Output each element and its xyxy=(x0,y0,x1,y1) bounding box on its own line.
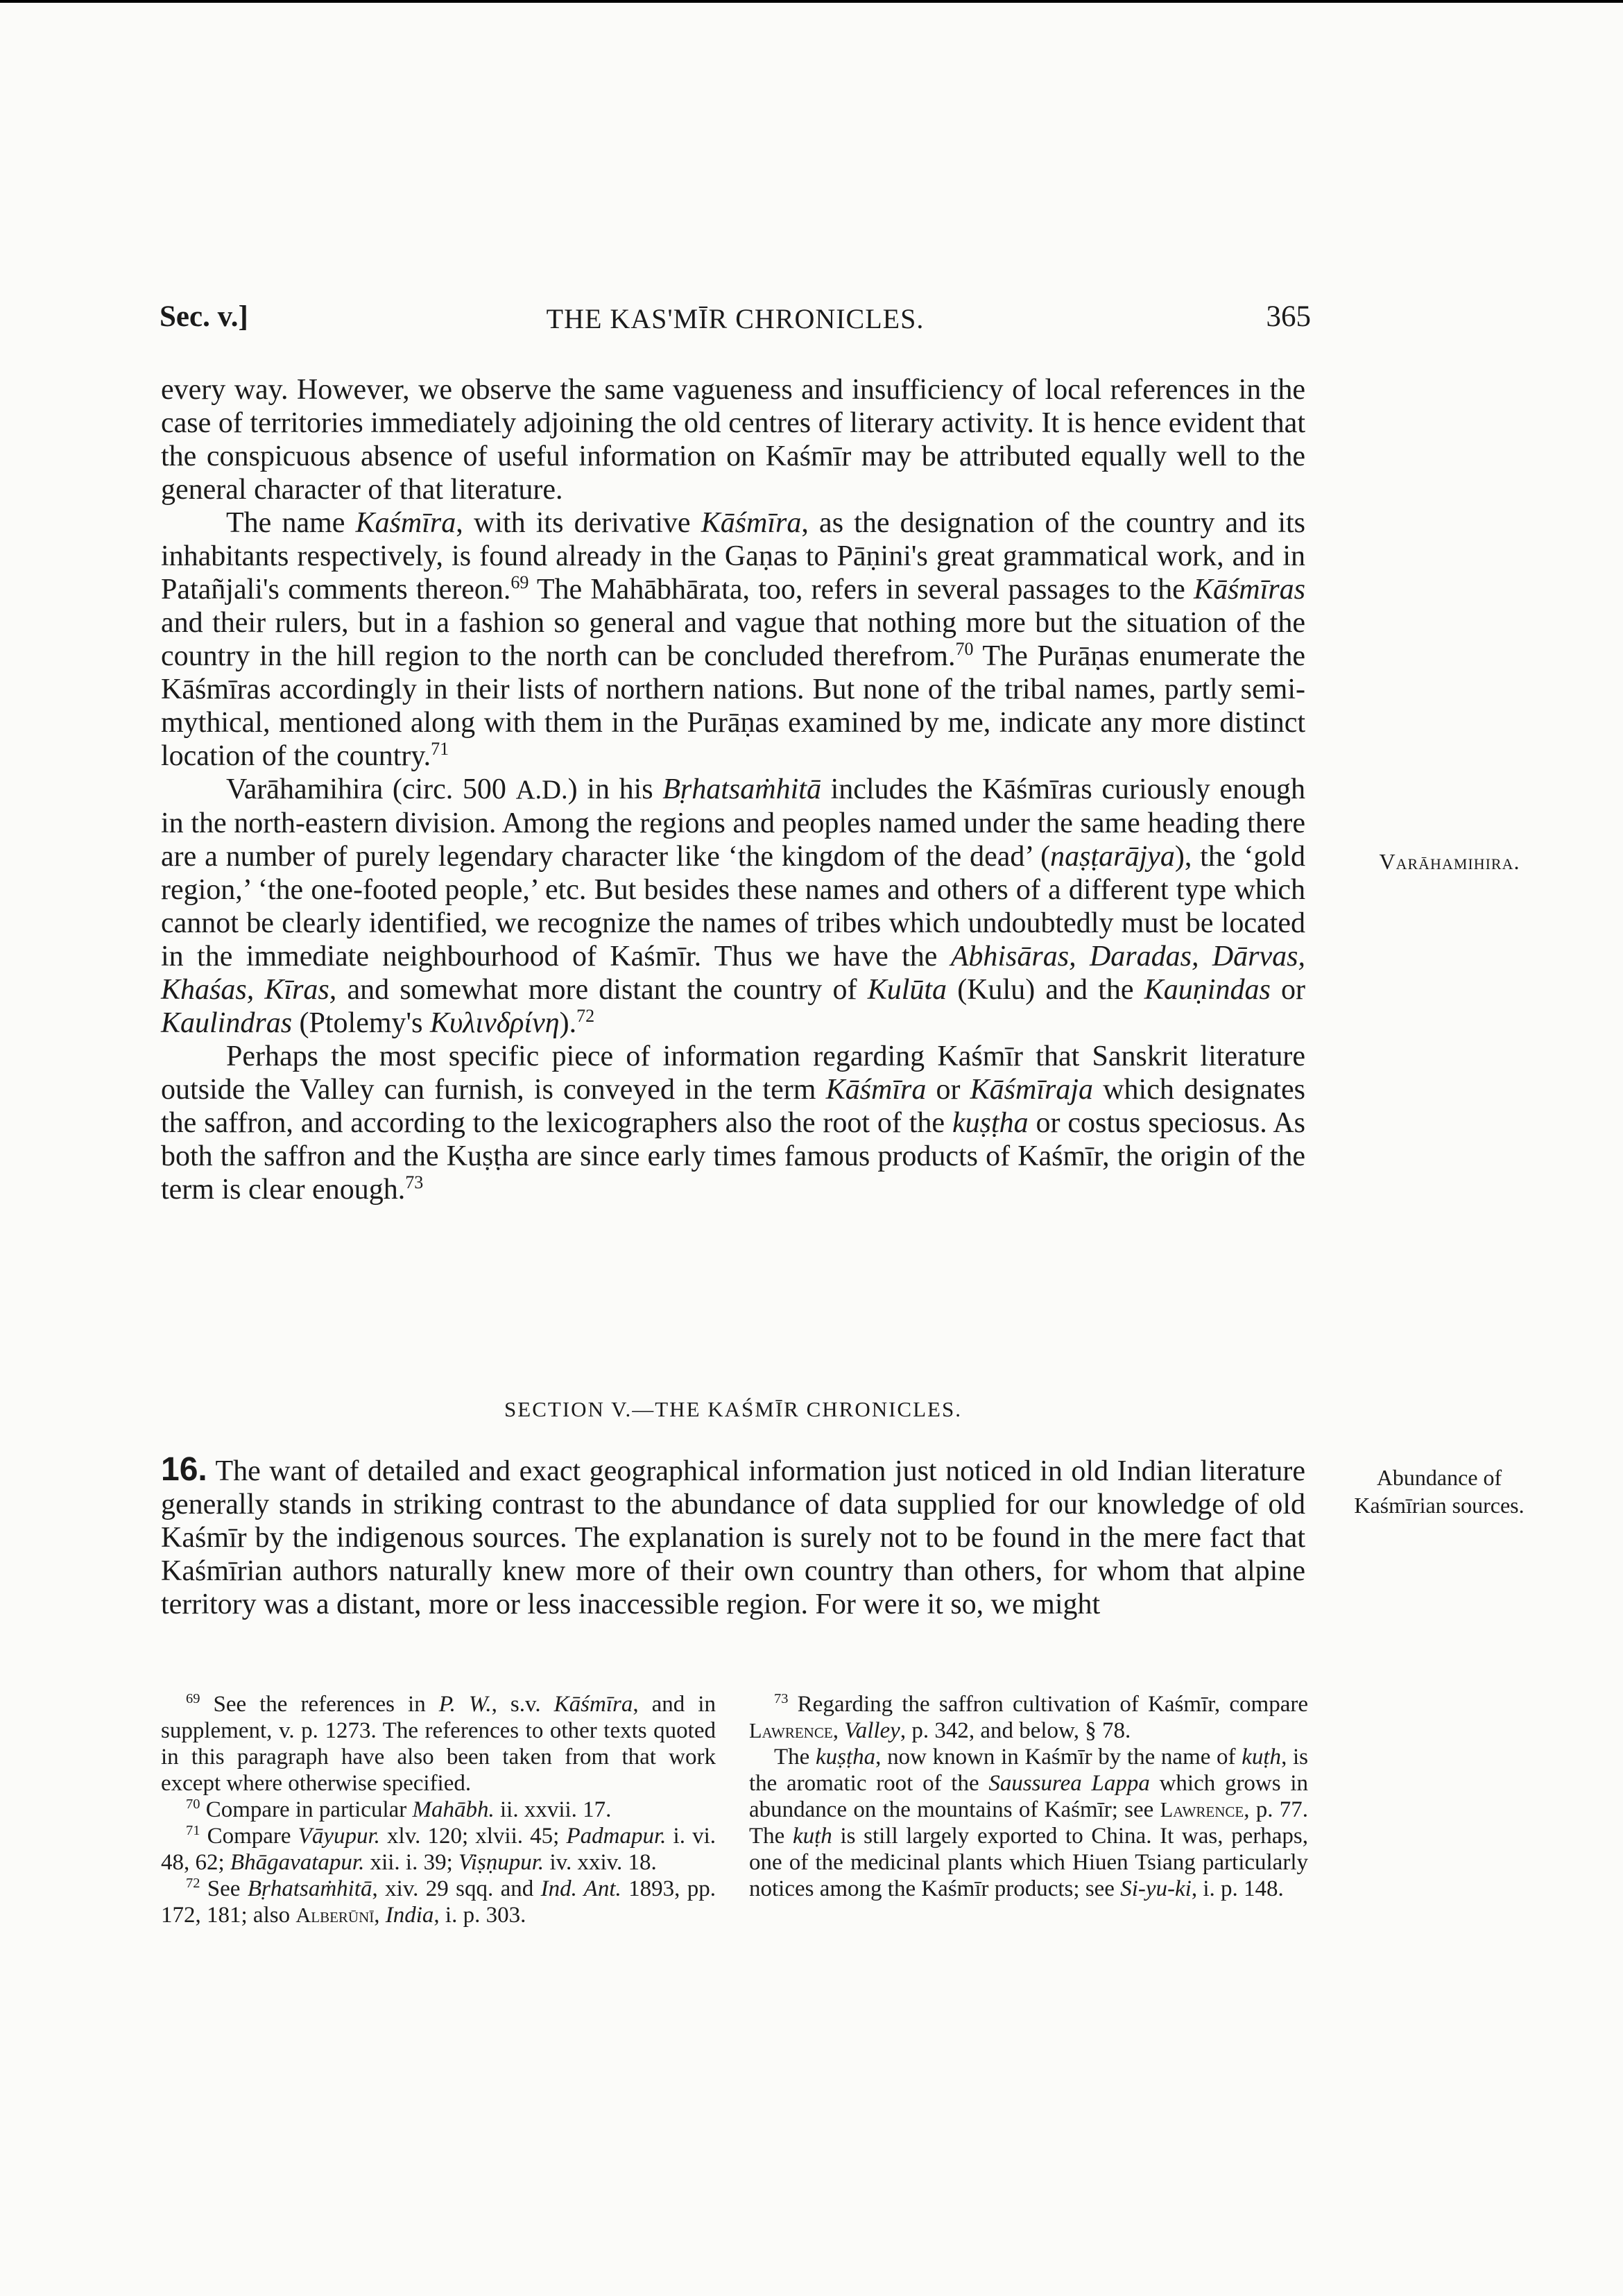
italic-term: Saussurea Lappa xyxy=(988,1771,1150,1796)
italic-term: Kauṇindas xyxy=(1144,974,1271,1006)
italic-term: Padmapur. xyxy=(566,1824,667,1849)
text-run: iv. xxiv. 18. xyxy=(544,1850,657,1875)
paragraph-number: 16. xyxy=(161,1451,207,1488)
text-run: Compare xyxy=(200,1824,298,1849)
text-run: (Kulu) and the xyxy=(947,974,1144,1006)
italic-term: P. W. xyxy=(438,1692,492,1717)
text-run: Regarding the saffron cultivation of Kaśmīr, compare xyxy=(788,1692,1308,1717)
paragraph-2 xyxy=(161,506,1305,773)
footnote-72 xyxy=(161,1876,716,1928)
italic-term: Abhisāras, Daradas, Dārvas, Khaśas, Kīras, xyxy=(161,941,1305,1006)
era-abbrev: A.D. xyxy=(515,776,568,805)
footnote-ref: 70 xyxy=(955,639,974,659)
italic-term: Valley xyxy=(844,1718,900,1743)
text-run: , s.v. xyxy=(491,1692,554,1717)
footnote-number: 70 xyxy=(186,1797,200,1812)
text-run: , and in supplement, v. p. 1273. The references to other texts quoted in this paragraph have also been taken from that work except where otherwise specified. xyxy=(161,1692,716,1796)
italic-term: kuṣṭha xyxy=(815,1745,876,1770)
italic-term: Kāśmīra xyxy=(553,1692,633,1717)
text-run: Perhaps the most specific piece of information regarding Kaśmīr that Sanskrit literature outside the Valley can furnish, is conveyed in the term xyxy=(161,1040,1305,1106)
text-run: , with its derivative xyxy=(456,507,701,539)
text-run: xii. i. 39; xyxy=(364,1850,459,1875)
sidenote-abundance xyxy=(1325,1464,1554,1519)
italic-term: Si-yu-ki xyxy=(1120,1876,1192,1901)
footnotes-right-column xyxy=(749,1691,1308,1902)
footnote-73 xyxy=(749,1691,1308,1744)
italic-term: Kāśmīra xyxy=(825,1074,927,1106)
text-run: The Purāṇas enumerate the Kāśmīras accordingly in their lists of northern nations. But none of the tribal names, partly semi-mythical, mentioned along with them in the Purāṇas examined by me, indicate any more distinct location of the country. xyxy=(161,640,1305,772)
italic-term: Kaulindras xyxy=(161,1007,293,1039)
footnote-ref: 72 xyxy=(576,1006,595,1026)
italic-term: Kāśmīras xyxy=(1193,574,1305,606)
footnote-ref: 73 xyxy=(405,1172,424,1192)
text-run: , p. 77. The xyxy=(749,1797,1309,1849)
paragraph-16 xyxy=(161,1453,1305,1621)
italic-term: Vāyupur. xyxy=(298,1824,380,1849)
page-number: 365 xyxy=(1266,300,1311,333)
sidenote-line: Abundance of xyxy=(1376,1465,1502,1490)
text-run: is still largely exported to China. It was, perhaps, one of the medicinal plants which Hiuen Tsiang particularly notices among the Kaśmīr products; see xyxy=(749,1824,1308,1901)
footnote-69 xyxy=(161,1691,716,1797)
italic-term: Bṛhatsaṁhitā xyxy=(662,773,821,805)
italic-term: India xyxy=(385,1903,434,1928)
footnote-number: 73 xyxy=(774,1691,789,1706)
text-run: See xyxy=(200,1876,248,1901)
italic-term: kuṭh xyxy=(792,1824,832,1849)
footnote-number: 72 xyxy=(186,1876,200,1891)
text-run: or xyxy=(1270,974,1305,1006)
paragraph-3 xyxy=(161,773,1305,1040)
text-run: or costus speciosus. As both the saffron and the Kuṣṭha are since early times famous products of Kaśmīr, the origin of the term is clear enough. xyxy=(161,1107,1305,1206)
text-run: which grows in abundance on the mountains of Kaśmīr; see xyxy=(749,1771,1308,1822)
italic-term: Bhāgavatapur. xyxy=(230,1850,365,1875)
text-run: , xyxy=(832,1718,845,1743)
text-run: and somewhat more distant the country of xyxy=(336,974,868,1006)
footnote-number: 71 xyxy=(186,1823,200,1838)
footnote-ref: 71 xyxy=(431,739,449,759)
section-label: Sec. v.] xyxy=(160,300,248,333)
text-run: Compare in particular xyxy=(200,1797,413,1822)
italic-term: kuṭh xyxy=(1242,1745,1282,1770)
text-run: The name xyxy=(226,507,356,539)
text-run: ), the ‘gold region,’ ‘the one-footed people,’ etc. But besides these names and others of a different type which cannot be clearly identified, we recognize the names of tribes which undoubtedly must be located in the immediate neighbourhood of Kaśmīr. Thus we have the xyxy=(161,841,1305,973)
italic-term: Kaśmīra xyxy=(355,507,456,539)
text-run: ) in his xyxy=(567,773,663,805)
text-run: , p. 342, and below, § 78. xyxy=(900,1718,1131,1743)
italic-term: kuṣṭha xyxy=(952,1107,1029,1139)
italic-term: Kāśmīra xyxy=(701,507,802,539)
page-top-border xyxy=(0,0,1623,3)
paragraph-4 xyxy=(161,1040,1305,1206)
italic-term: Viṣṇupur. xyxy=(458,1850,544,1875)
sidenote-line: Kaśmīrian sources. xyxy=(1354,1493,1525,1518)
text-run: , as the designation of the country and its inhabitants respectively, is found already in the Gaṇas to Pāṇini's great grammatical work, and in Patañjali's comments thereon. xyxy=(161,507,1305,606)
text-run: , now known in Kaśmīr by the name of xyxy=(875,1745,1242,1770)
italic-term: Mahābh. xyxy=(412,1797,495,1822)
footnote-70 xyxy=(161,1797,716,1823)
author-name: Lawrence xyxy=(1160,1798,1244,1822)
text-run: , is the aromatic root of the xyxy=(749,1745,1308,1796)
text-run: , i. p. 148. xyxy=(1191,1876,1284,1901)
running-title: THE KAS'MĪR CHRONICLES. xyxy=(546,303,925,334)
text-run: and their rulers, but in a fashion so general and vague that nothing more but the situation of the country in the hill region to the north can be concluded therefrom. xyxy=(161,607,1305,672)
main-text xyxy=(161,373,1305,1206)
italic-term: Ind. Ant. xyxy=(540,1876,621,1901)
section-heading: SECTION V.—THE KAŚMĪR CHRONICLES. xyxy=(504,1397,962,1421)
text-run: xlv. 120; xlvii. 45; xyxy=(379,1824,567,1849)
text-run: (Ptolemy's xyxy=(292,1007,430,1039)
text-run: The xyxy=(774,1745,816,1770)
author-name: Lawrence xyxy=(749,1719,833,1742)
italic-term: naṣṭarājya xyxy=(1050,841,1175,873)
footnote-ref: 69 xyxy=(510,572,529,592)
text-run: includes the Kāśmīras curiously enough in the north-eastern division. Among the regions and peoples named under the same heading there are a number of purely legendary character like ‘the kingdom of the dead’ ( xyxy=(161,773,1305,873)
text-run: See the references in xyxy=(200,1692,439,1717)
text-run: Varāhamihira (circ. 500 xyxy=(226,773,516,805)
paragraph-16-text: The want of detailed and exact geographical information just noticed in old Indian literature generally stands in striking contrast to the abundance of data supplied for our knowledge of old Kaśmīr by the indigenous sources. The explanation is surely not to be found in the mere fact that Kaśmīrian authors naturally knew more of their own country than others, for whom that alpine territory was a distant, more or less inaccessible region. For were it so, we might xyxy=(161,1455,1305,1620)
running-header xyxy=(160,300,1311,341)
footnote-73-continued xyxy=(749,1744,1308,1902)
footnote-number: 69 xyxy=(186,1691,200,1706)
footnotes-left-column xyxy=(161,1691,716,1928)
text-run: , xyxy=(374,1903,386,1928)
text-run: ii. xxvii. 17. xyxy=(494,1797,612,1822)
italic-term: Kulūta xyxy=(867,974,947,1006)
author-name: Alberūnī xyxy=(295,1903,375,1927)
italic-term: Bṛhatsaṁhitā xyxy=(247,1876,372,1901)
greek-term: Κυλινδρίνη xyxy=(429,1007,560,1039)
text-run: The Mahābhārata, too, refers in several passages to the xyxy=(529,574,1194,606)
text-run: which designates the saffron, and according to the lexicographers also the root of the xyxy=(161,1074,1305,1139)
paragraph-1: every way. However, we observe the same vagueness and insufficiency of local references in the case of territories immediately adjoining the old centres of literary activity. It is hence evident that the conspicuous absence of useful information on Kaśmīr may be attributed equally well to the general character of that literature. xyxy=(161,374,1305,506)
text-run: or xyxy=(926,1074,970,1106)
footnote-71 xyxy=(161,1823,716,1876)
italic-term: Kāśmīraja xyxy=(970,1074,1094,1106)
text-run: , xiv. 29 sqq. and xyxy=(372,1876,541,1901)
text-run: 1893, pp. 172, 181; also xyxy=(161,1876,716,1928)
sidenote-varahamihira: Varāhamihira. xyxy=(1379,849,1520,874)
text-run: , i. p. 303. xyxy=(433,1903,526,1928)
text-run: i. vi. 48, 62; xyxy=(161,1824,716,1875)
text-run: ). xyxy=(559,1007,577,1039)
